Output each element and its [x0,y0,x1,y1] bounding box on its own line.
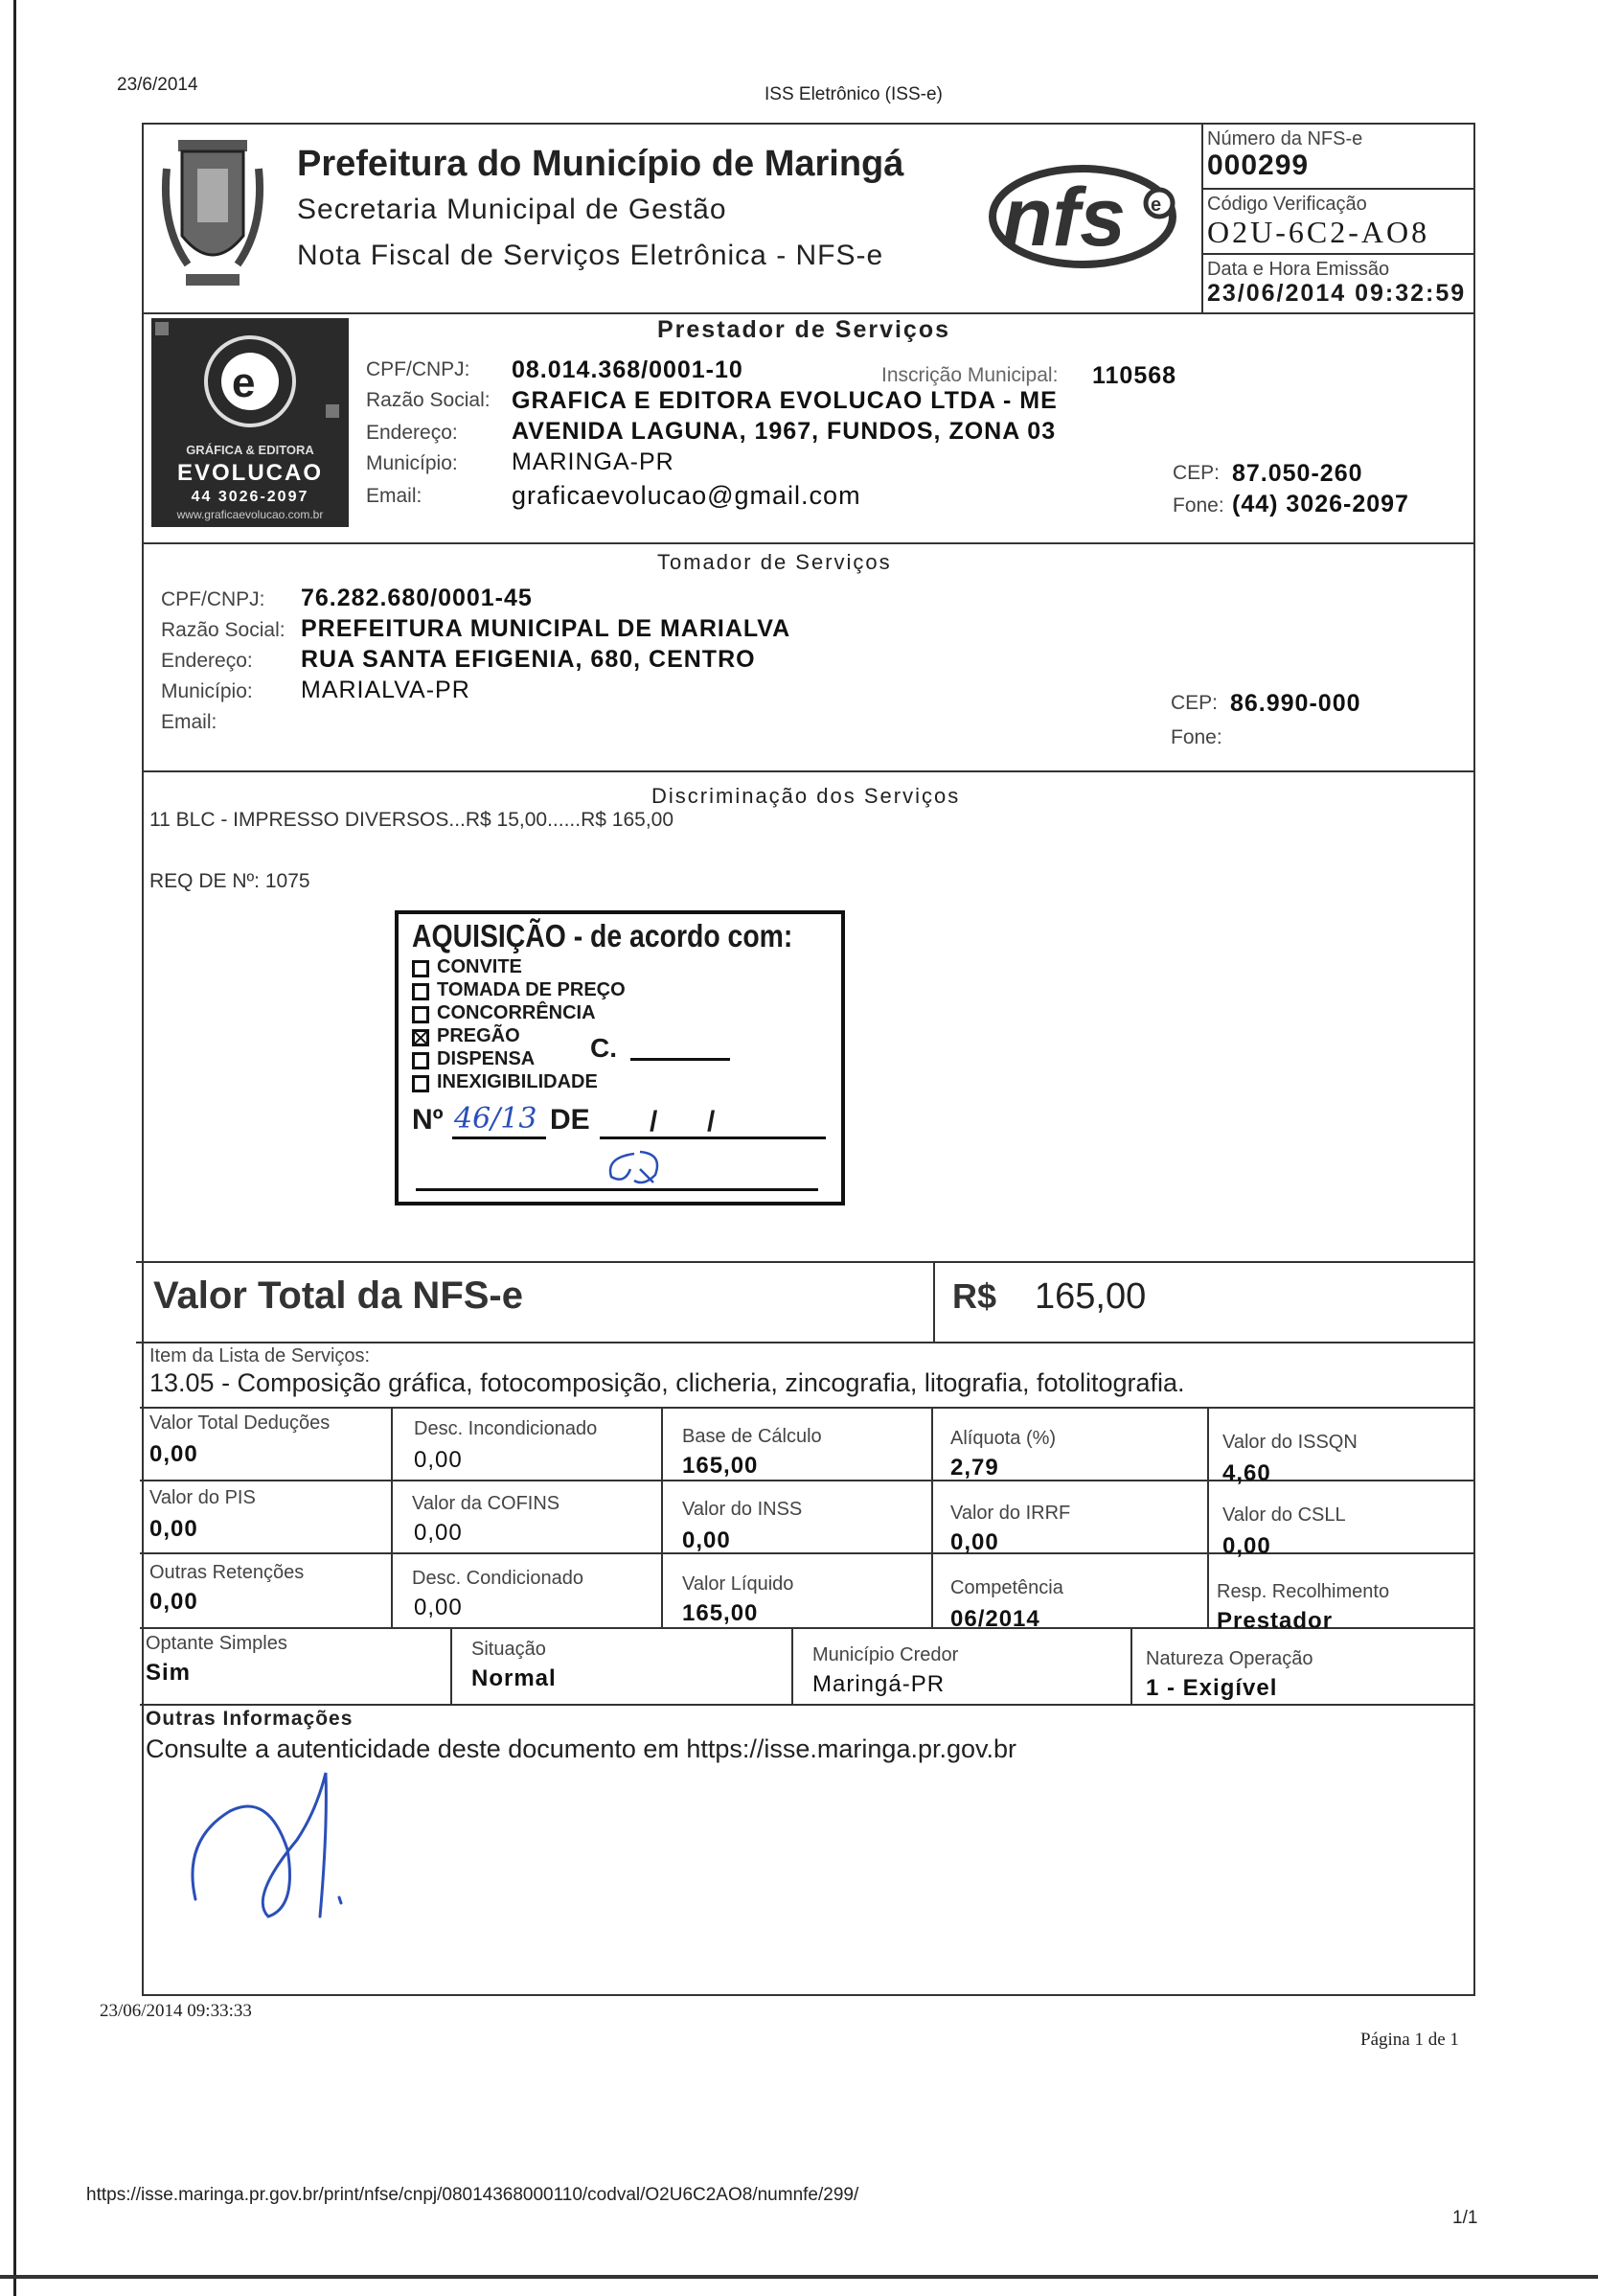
competencia-value: 06/2014 [950,1606,1040,1632]
stamp-c-line [630,1058,730,1061]
desc-condicionado-label: Desc. Condicionado [412,1568,583,1589]
prestador-municipio-value: MARINGA-PR [512,448,674,475]
codigo-label: Código Verificação [1207,194,1367,215]
prefeitura-title: Prefeitura do Município de Maringá [297,144,904,184]
tomador-cep-label: CEP: [1171,692,1219,714]
situacao-label: Situação [471,1639,546,1660]
svg-text:e: e [1151,195,1162,216]
desc-incondicionado-value: 0,00 [414,1447,463,1473]
valor-inss-value: 0,00 [682,1527,731,1553]
nota-title: Nota Fiscal de Serviços Eletrônica - NFS-e [297,240,884,271]
valor-csll-value: 0,00 [1222,1533,1271,1559]
base-calculo-value: 165,00 [682,1453,759,1479]
outras-info-text: Consulte a autenticidade deste documento em https://isse.maringa.pr.gov.br [146,1734,1017,1763]
convite-checkbox [412,960,429,977]
print-page-title: ISS Eletrônico (ISS-e) [765,84,943,104]
prestador-cep-label: CEP: [1173,462,1221,484]
prestador-razao-value: GRAFICA E EDITORA EVOLUCAO LTDA - ME [512,387,1058,414]
valor-pis-label: Valor do PIS [149,1487,256,1508]
dispensa-label: DISPENSA [437,1048,536,1069]
acquisition-stamp [395,910,845,1205]
footer-timestamp: 23/06/2014 09:33:33 [100,2001,252,2021]
tomador-razao-label: Razão Social: [161,619,285,641]
valor-total-deducoes-label: Valor Total Deduções [149,1412,331,1434]
valor-irrf-value: 0,00 [950,1529,999,1555]
valor-total-currency: R$ [952,1276,997,1316]
competencia-label: Competência [950,1577,1063,1598]
tomador-cpf-value: 76.282.680/0001-45 [301,585,533,611]
prestador-fone-label: Fone: [1173,494,1224,517]
svg-text:e: e [232,359,256,406]
outras-info-label: Outras Informações [146,1708,354,1730]
stamp-numero-line [452,1137,546,1139]
valor-liquido-label: Valor Líquido [682,1573,794,1595]
resp-recolhimento-value: Prestador [1217,1608,1334,1634]
tomador-municipio-label: Município: [161,680,253,702]
valor-liquido-value: 165,00 [682,1600,759,1626]
base-calculo-label: Base de Cálculo [682,1426,822,1447]
inexigibilidade-checkbox [412,1075,429,1092]
prestador-email-value: graficaevolucao@gmail.com [512,481,861,510]
prestador-cpf-value: 08.014.368/0001-10 [512,356,743,383]
prestador-logo-line2: EVOLUCAO [176,460,323,486]
prestador-logo-line3: 44 3026-2097 [191,489,309,505]
aliquota-value: 2,79 [950,1455,999,1481]
discriminacao-line1: 11 BLC - IMPRESSO DIVERSOS...R$ 15,00......R$ 165,00 [149,809,674,831]
stamp-initials [596,1144,673,1192]
prestador-municipio-label: Município: [366,452,458,474]
tomador-cep-value: 86.990-000 [1230,690,1361,717]
municipio-credor-value: Maringá-PR [812,1671,946,1697]
valor-cofins-value: 0,00 [414,1520,463,1546]
tomador-municipio-value: MARIALVA-PR [301,677,470,703]
brasao-logo [159,130,266,293]
situacao-value: Normal [471,1665,557,1691]
valor-issqn-label: Valor do ISSQN [1222,1432,1358,1453]
resp-recolhimento-label: Resp. Recolhimento [1217,1581,1390,1602]
prestador-fone-value: (44) 3026-2097 [1232,491,1409,517]
aliquota-label: Alíquota (%) [950,1428,1057,1449]
discriminacao-line2: REQ DE Nº: 1075 [149,870,310,892]
valor-inss-label: Valor do INSS [682,1499,803,1520]
discriminacao-section-title: Discriminação dos Serviços [651,784,961,808]
item-lista-label: Item da Lista de Serviços: [149,1345,371,1366]
prestador-cpf-label: CPF/CNPJ: [366,358,470,380]
valor-irrf-label: Valor do IRRF [950,1503,1071,1524]
data-emissao-label: Data e Hora Emissão [1207,259,1390,280]
inexigibilidade-label: INEXIGIBILIDADE [437,1071,598,1092]
stamp-c-label: C. [590,1033,617,1063]
stamp-de-label: DE [550,1104,590,1136]
valor-total-value: 165,00 [1035,1276,1147,1317]
concorrencia-label: CONCORRÊNCIA [437,1002,596,1023]
item-lista-value: 13.05 - Composição gráfica, fotocomposição, clicheria, zincografia, litografia, fotolitografia. [149,1368,1185,1397]
tomada-preco-label: TOMADA DE PREÇO [437,979,626,1000]
valor-total-deducoes-value: 0,00 [149,1441,198,1467]
nfse-logo-text: nfs [1002,172,1126,264]
optante-simples-label: Optante Simples [146,1633,287,1654]
valor-csll-label: Valor do CSLL [1222,1504,1346,1526]
prestador-logo-line1: GRÁFICA & EDITORA [186,443,314,457]
numero-value: 000299 [1207,149,1310,181]
valor-cofins-label: Valor da COFINS [412,1493,560,1514]
prestador-insc-label: Inscrição Municipal: [881,364,1059,386]
outras-retencoes-label: Outras Retenções [149,1562,305,1583]
valor-pis-value: 0,00 [149,1516,198,1542]
valor-total-label: Valor Total da NFS-e [153,1274,523,1317]
numero-label: Número da NFS-e [1207,128,1363,149]
stamp-date-slash-1: / [650,1106,658,1137]
tomador-fone-label: Fone: [1171,726,1222,748]
outras-retencoes-value: 0,00 [149,1589,198,1615]
tomador-email-label: Email: [161,711,217,733]
prestador-cep-value: 87.050-260 [1232,460,1363,487]
prestador-logo-line4: www.graficaevolucao.com.br [176,508,324,521]
tomador-razao-value: PREFEITURA MUNICIPAL DE MARIALVA [301,615,791,642]
tomador-endereco-value: RUA SANTA EFIGENIA, 680, CENTRO [301,646,756,673]
natureza-operacao-value: 1 - Exigível [1146,1675,1278,1701]
prestador-email-label: Email: [366,485,422,507]
desc-condicionado-value: 0,00 [414,1595,463,1620]
prestador-endereco-label: Endereço: [366,422,458,444]
natureza-operacao-label: Natureza Operação [1146,1648,1313,1669]
dispensa-checkbox [412,1052,429,1069]
print-page-count: 1/1 [1452,2208,1478,2228]
scan-edge-left [13,0,16,2296]
print-date: 23/6/2014 [117,75,198,95]
tomador-section-title: Tomador de Serviços [657,550,892,574]
print-url: https://isse.maringa.pr.gov.br/print/nfse/cnpj/08014368000110/codval/O2U6C2AO8/numnfe/299/ [86,2185,859,2205]
pregao-checkbox-checked [412,1029,429,1046]
stamp-title: AQUISIÇÃO - de acordo com: [412,918,793,953]
secretaria-title: Secretaria Municipal de Gestão [297,194,727,225]
prestador-razao-label: Razão Social: [366,389,491,411]
pregao-label: PREGÃO [437,1025,520,1046]
prestador-logo [151,318,349,527]
tomada-preco-checkbox [412,983,429,1000]
prestador-section-title: Prestador de Serviços [657,316,951,343]
nfse-logo [987,153,1178,278]
codigo-value: O2U-6C2-AO8 [1207,215,1430,249]
tomador-cpf-label: CPF/CNPJ: [161,588,265,610]
footer-pagina: Página 1 de 1 [1360,2030,1459,2050]
data-emissao-value: 23/06/2014 09:32:59 [1207,280,1467,307]
prestador-endereco-value: AVENIDA LAGUNA, 1967, FUNDOS, ZONA 03 [512,418,1057,445]
stamp-numero-prefix: Nº [412,1104,444,1136]
signature [182,1754,393,1945]
prestador-insc-value: 110568 [1092,362,1177,389]
stamp-date-slash-2: / [707,1106,716,1137]
stamp-numero-handwritten: 46/13 [454,1102,537,1136]
municipio-credor-label: Município Credor [812,1644,959,1665]
concorrencia-checkbox [412,1006,429,1023]
tomador-endereco-label: Endereço: [161,650,253,672]
valor-issqn-value: 4,60 [1222,1460,1271,1486]
optante-simples-value: Sim [146,1660,192,1686]
convite-label: CONVITE [437,956,522,977]
desc-incondicionado-label: Desc. Incondicionado [414,1418,598,1439]
scan-edge-bottom [0,2275,1598,2279]
